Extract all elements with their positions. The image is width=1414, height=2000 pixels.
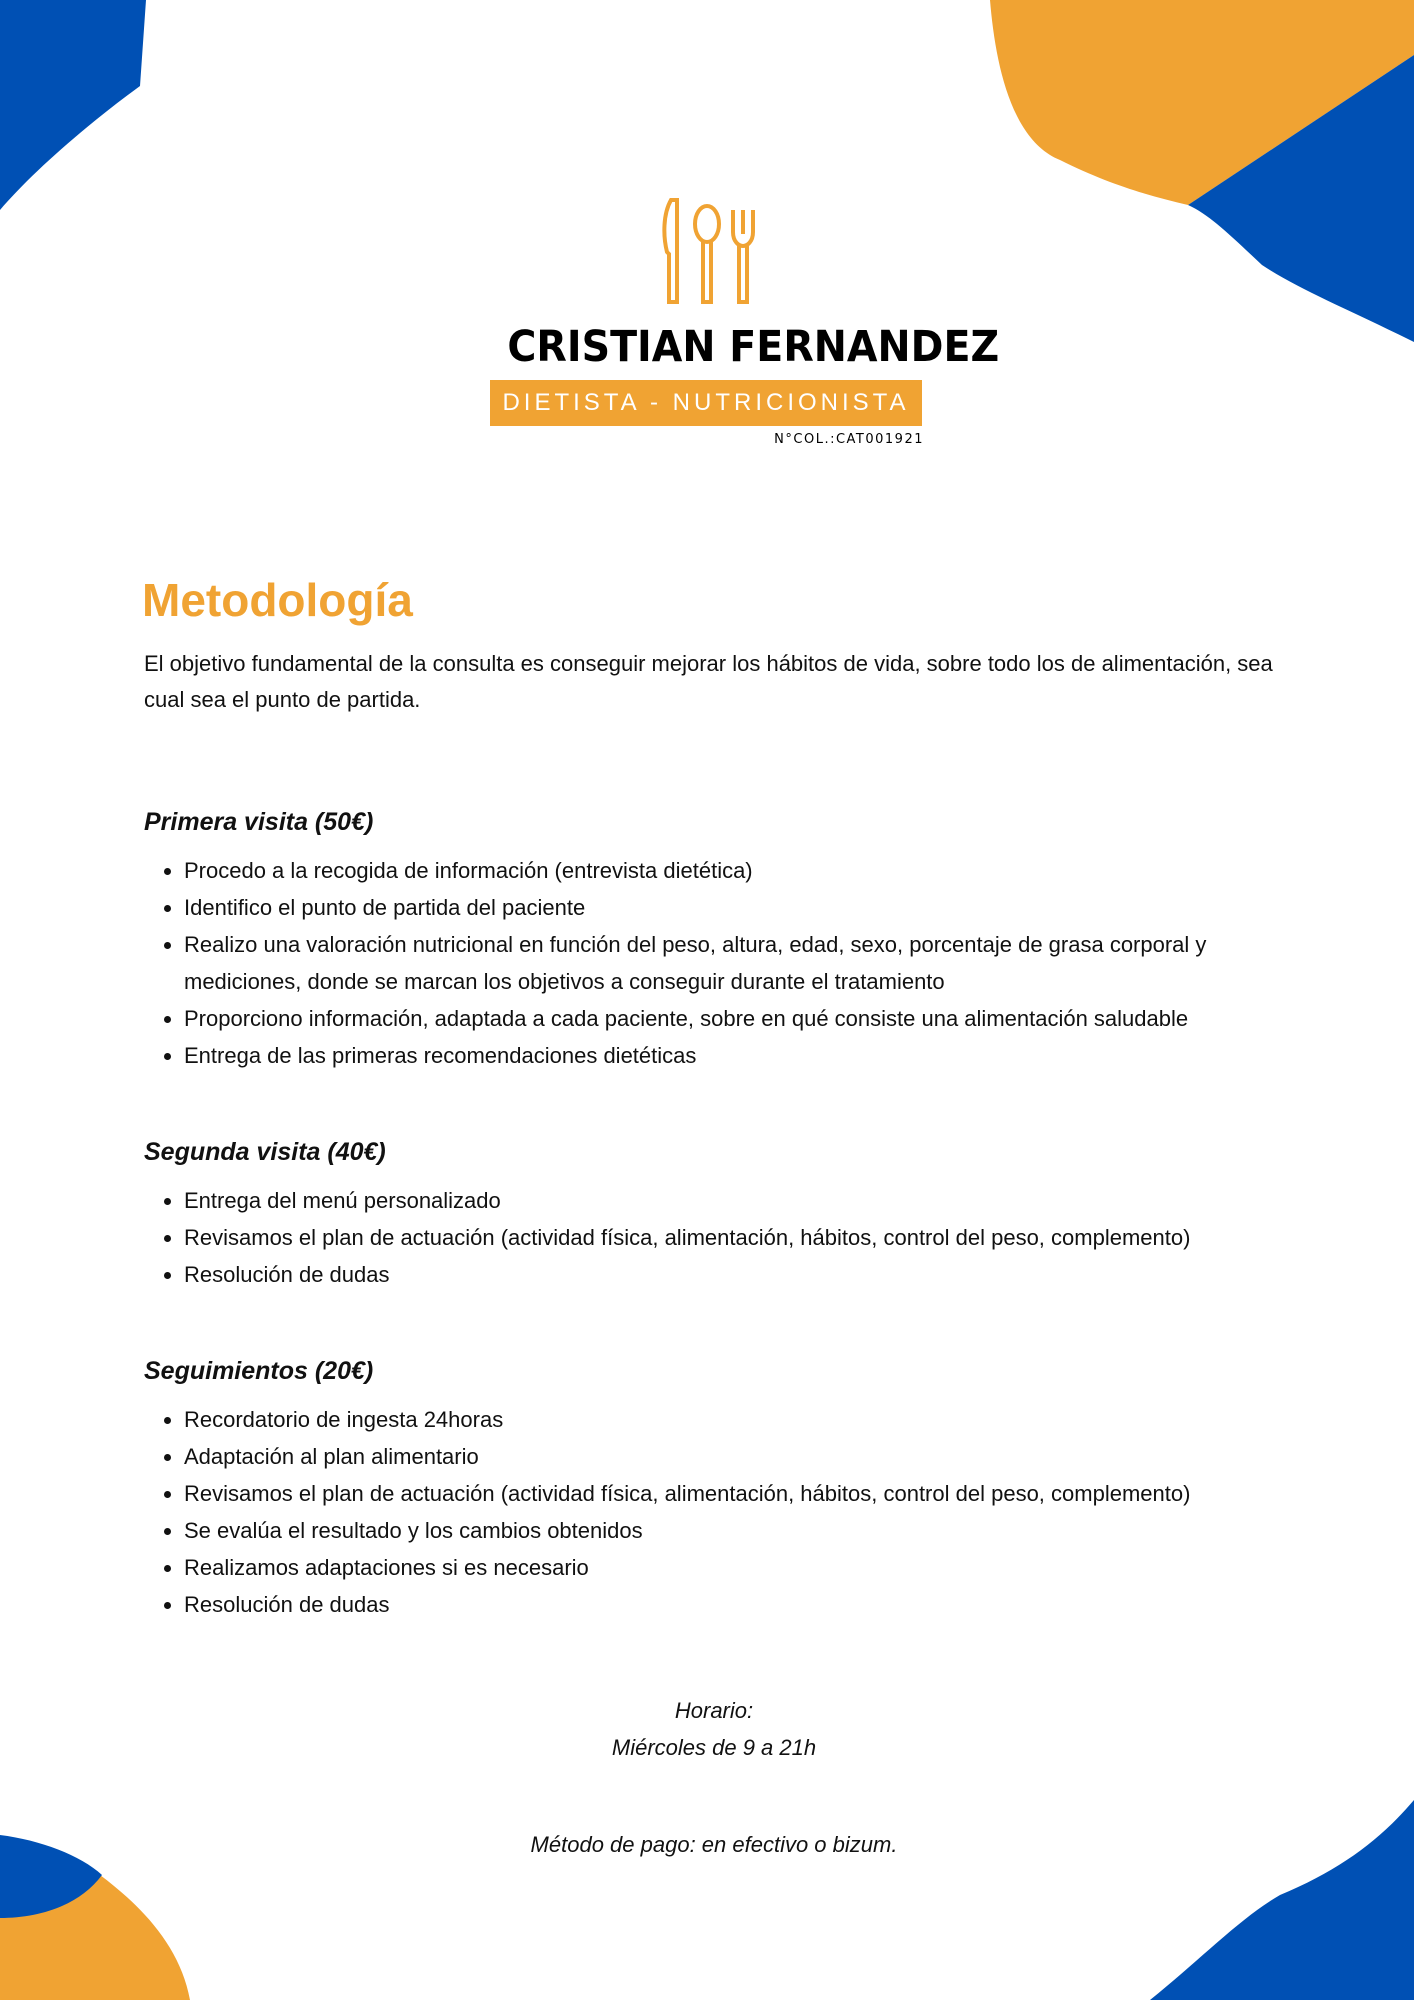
registration-number: N°COL.:CAT001921	[774, 432, 924, 447]
main-content	[144, 568, 1284, 1623]
page-title: Metodología	[142, 574, 413, 626]
section-follow-ups	[144, 1351, 1284, 1623]
schedule-label: Horario:	[674, 1698, 754, 1723]
section-title: Primera visita (50€)	[144, 808, 374, 836]
section-first-visit	[144, 802, 1284, 1074]
brand-subtitle: DIETISTA - NUTRICIONISTA	[490, 380, 922, 426]
list-item: • Identifico el punto de partida del paciente	[184, 889, 1284, 926]
bullet-list	[144, 1182, 1284, 1293]
section-title: Seguimientos (20€)	[144, 1357, 374, 1385]
list-item: • Entrega de las primeras recomendaciones dietéticas	[184, 1037, 1284, 1074]
blue-shape-top-left	[0, 0, 146, 210]
list-item: • Adaptación al plan alimentario	[184, 1438, 1284, 1475]
list-item: • Realizo una valoración nutricional en función del peso, altura, edad, sexo, porcentaje de grasa corporal y mediciones, donde se marcan los objetivos a conseguir durante el tratamiento	[184, 926, 1284, 1000]
list-item: • Resolución de dudas	[184, 1586, 1284, 1623]
section-second-visit	[144, 1132, 1284, 1293]
brand-name: CRISTIAN FERNANDEZ	[507, 322, 1000, 372]
spoon-icon	[695, 206, 719, 242]
list-item: • Revisamos el plan de actuación (actividad física, alimentación, hábitos, control del peso, complemento)	[184, 1219, 1284, 1256]
schedule	[144, 1692, 1284, 1766]
bullet-list	[144, 1401, 1284, 1623]
section-title: Segunda visita (40€)	[144, 1138, 386, 1166]
logo	[490, 196, 1000, 447]
list-item: • Procedo a la recogida de información (entrevista dietética)	[184, 852, 1284, 889]
payment-method: Método de pago: en efectivo o bizum.	[530, 1832, 898, 1857]
list-item: • Realizamos adaptaciones si es necesario	[184, 1549, 1284, 1586]
cutlery-icon	[659, 196, 755, 308]
list-item: • Revisamos el plan de actuación (actividad física, alimentación, hábitos, control del peso, complemento)	[184, 1475, 1284, 1512]
list-item: • Se evalúa el resultado y los cambios obtenidos	[184, 1512, 1284, 1549]
fork-icon	[733, 210, 753, 302]
intro-paragraph: El objetivo fundamental de la consulta es conseguir mejorar los hábitos de vida, sobre todo los de alimentación, sea cual sea el punto de partida.	[144, 651, 1273, 712]
list-item: • Proporciono información, adaptada a cada paciente, sobre en qué consiste una alimentación saludable	[184, 1000, 1284, 1037]
list-item: • Resolución de dudas	[184, 1256, 1284, 1293]
knife-icon	[664, 200, 677, 302]
schedule-value: Miércoles de 9 a 21h	[611, 1735, 817, 1760]
list-item: • Recordatorio de ingesta 24horas	[184, 1401, 1284, 1438]
list-item: • Entrega del menú personalizado	[184, 1182, 1284, 1219]
bullet-list	[144, 852, 1284, 1074]
